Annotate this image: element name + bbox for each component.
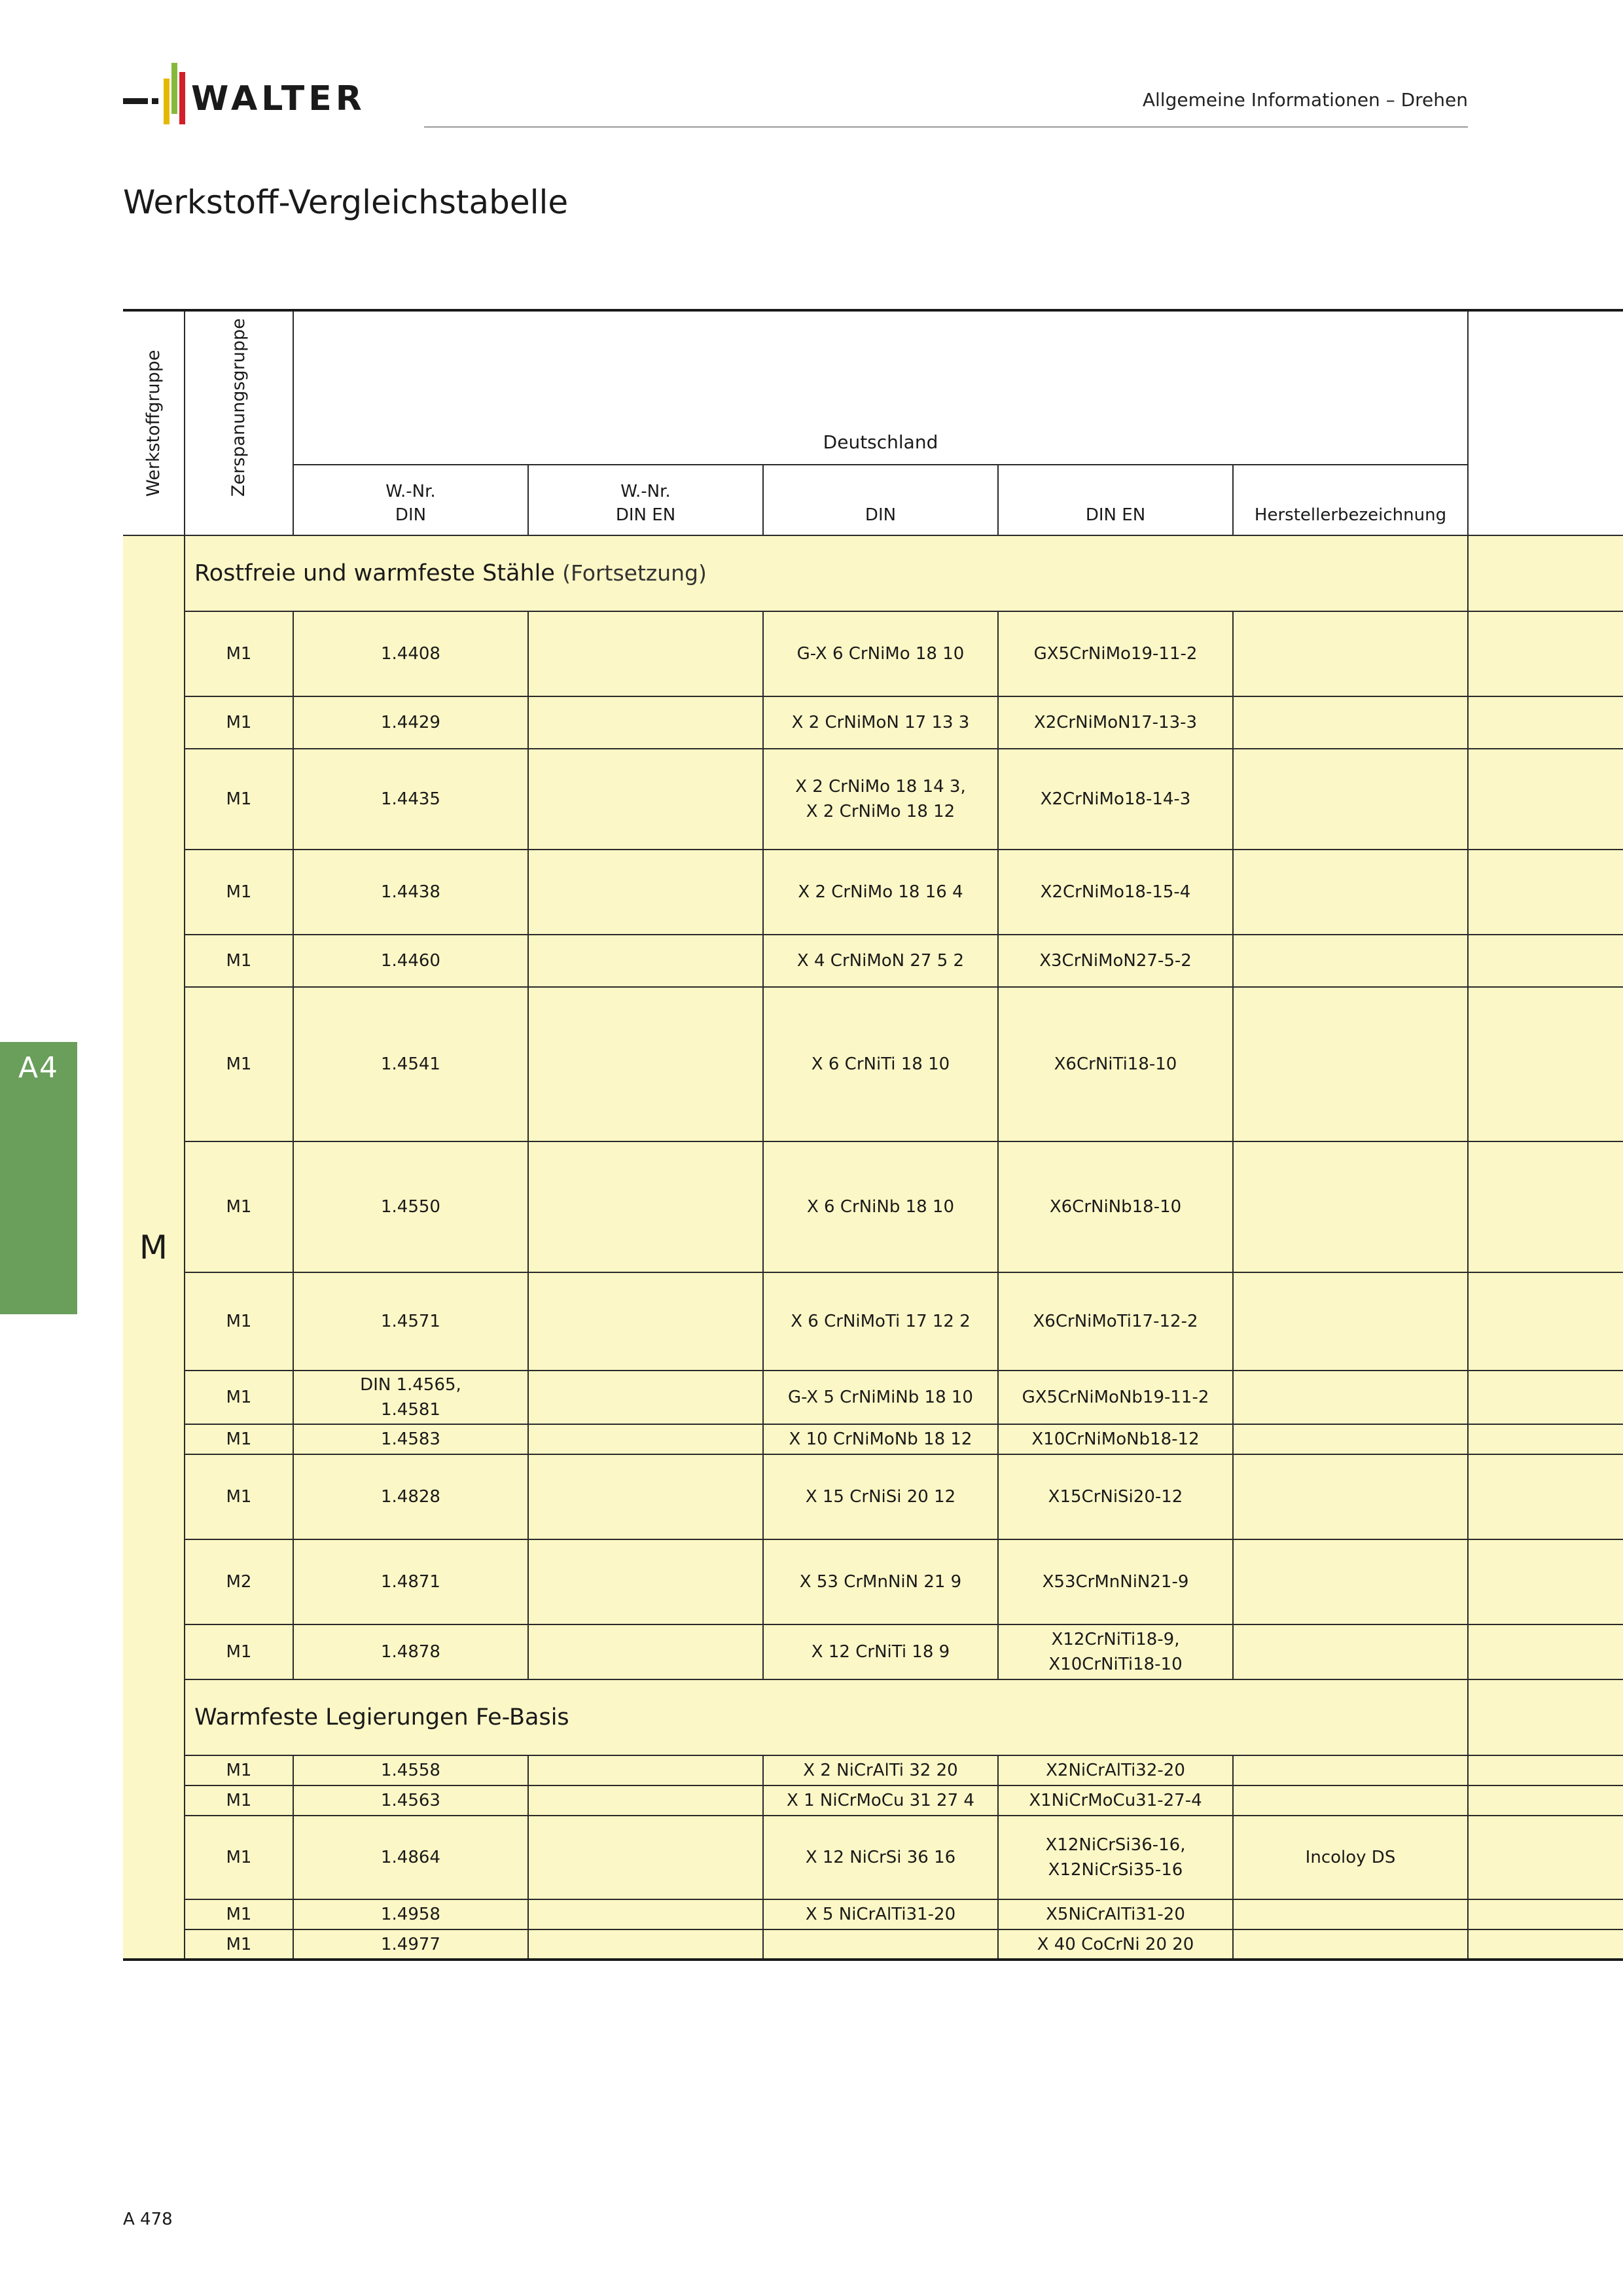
- cell-zerspanungsgruppe: M1: [185, 850, 293, 935]
- table-row: [123, 1624, 1623, 1679]
- cell-wnr-din-en: [528, 1141, 763, 1272]
- col-zerspanungsgruppe: [185, 310, 293, 535]
- cell-din: X 15 CrNiSi 20 12: [763, 1454, 998, 1539]
- cell-wnr-din-en: [528, 935, 763, 987]
- cell-din: G-X 5 CrNiMiNb 18 10: [763, 1371, 998, 1424]
- col-din-en: DIN EN: [998, 465, 1233, 535]
- cell-din: X 5 NiCrAlTi31-20: [763, 1899, 998, 1929]
- cell-din-en: GX5CrNiMo19-11-2: [998, 611, 1233, 696]
- cell-din-en: GX5CrNiMoNb19-11-2: [998, 1371, 1233, 1424]
- cell-wnr-din-en: [528, 749, 763, 850]
- cell-hersteller: [1233, 1785, 1468, 1816]
- cell-wnr-din: 1.4429: [293, 696, 528, 749]
- cell-hersteller: [1233, 1454, 1468, 1539]
- cell-zerspanungsgruppe: M1: [185, 1816, 293, 1899]
- table-row: [123, 935, 1623, 987]
- cell-wnr-din: 1.4878: [293, 1624, 528, 1679]
- section-title-text: Rostfreie und warmfeste Stähle: [194, 560, 555, 586]
- cell-next-country: [1468, 611, 1623, 696]
- cell-wnr-din: 1.4558: [293, 1755, 528, 1785]
- col-hersteller: Herstellerbezeichnung: [1233, 465, 1468, 535]
- table-row: [123, 1371, 1623, 1424]
- cell-din-en: X2CrNiMo18-14-3: [998, 749, 1233, 850]
- cell-hersteller: [1233, 987, 1468, 1141]
- cell-wnr-din: 1.4460: [293, 935, 528, 987]
- col-din: DIN: [763, 465, 998, 535]
- material-comparison-table: [123, 309, 1623, 1961]
- cell-wnr-din-en: [528, 1899, 763, 1929]
- cell-wnr-din-en: [528, 1929, 763, 1960]
- cell-hersteller: [1233, 1539, 1468, 1624]
- cell-hersteller: [1233, 1755, 1468, 1785]
- cell-wnr-din-en: [528, 987, 763, 1141]
- cell-zerspanungsgruppe: M1: [185, 1755, 293, 1785]
- col-werkstoffgruppe: [123, 310, 185, 535]
- col-wnr-din-en: [528, 465, 763, 535]
- cell-wnr-din: 1.4977: [293, 1929, 528, 1960]
- cell-next-country: [1468, 1755, 1623, 1785]
- cell-hersteller: [1233, 935, 1468, 987]
- section-title-2: Warmfeste Legierungen Fe-Basis: [185, 1679, 1468, 1755]
- cell-wnr-din: 1.4864: [293, 1816, 528, 1899]
- table-row: [123, 1785, 1623, 1816]
- cell-hersteller: [1233, 1899, 1468, 1929]
- cell-next-country: [1468, 1454, 1623, 1539]
- cell-wnr-din: 1.4438: [293, 850, 528, 935]
- cell-hersteller: [1233, 1624, 1468, 1679]
- cell-din: X 53 CrMnNiN 21 9: [763, 1539, 998, 1624]
- cell-wnr-din: 1.4550: [293, 1141, 528, 1272]
- col-wnr-din-line1: W.-Nr.: [385, 482, 436, 501]
- svg-text:WALTER: WALTER: [191, 79, 366, 118]
- cell-next-country: [1468, 1785, 1623, 1816]
- cell-zerspanungsgruppe: M1: [185, 1272, 293, 1371]
- cell-next-country: [1468, 1816, 1623, 1899]
- cell-next-country: [1468, 935, 1623, 987]
- cell-din-en: X53CrMnNiN21-9: [998, 1539, 1233, 1624]
- cell-zerspanungsgruppe: M1: [185, 1371, 293, 1424]
- cell-next-country: [1468, 1141, 1623, 1272]
- cell-wnr-din-en: [528, 1785, 763, 1816]
- cell-hersteller: [1233, 1141, 1468, 1272]
- cell-hersteller: [1233, 1424, 1468, 1454]
- cell-zerspanungsgruppe: M1: [185, 935, 293, 987]
- cell-din: X 2 CrNiMo 18 14 3, X 2 CrNiMo 18 12: [763, 749, 998, 850]
- table-row: [123, 1424, 1623, 1454]
- cell-zerspanungsgruppe: M1: [185, 1454, 293, 1539]
- cell-din: X 4 CrNiMoN 27 5 2: [763, 935, 998, 987]
- cell-din: X 6 CrNiNb 18 10: [763, 1141, 998, 1272]
- section-title: [185, 535, 1468, 611]
- cell-next-country: [1468, 1539, 1623, 1624]
- cell-zerspanungsgruppe: M1: [185, 1424, 293, 1454]
- cell-next-country: [1468, 850, 1623, 935]
- cell-wnr-din-en: [528, 1272, 763, 1371]
- cell-wnr-din-en: [528, 1816, 763, 1899]
- table-row: [123, 1755, 1623, 1785]
- cell-din: X 10 CrNiMoNb 18 12: [763, 1424, 998, 1454]
- cell-wnr-din-en: [528, 1755, 763, 1785]
- table-row: [123, 987, 1623, 1141]
- walter-logo: [123, 60, 398, 132]
- cell-din-en: X6CrNiMoTi17-12-2: [998, 1272, 1233, 1371]
- cell-hersteller: [1233, 696, 1468, 749]
- chapter-tab-label: A4: [18, 1051, 60, 1085]
- col-wnr-din-en-line2: DIN EN: [615, 505, 676, 525]
- cell-wnr-din: 1.4871: [293, 1539, 528, 1624]
- cell-next-country: [1468, 987, 1623, 1141]
- table-row: [123, 1141, 1623, 1272]
- cell-wnr-din-en: [528, 850, 763, 935]
- cell-zerspanungsgruppe: M1: [185, 611, 293, 696]
- table-row: [123, 1272, 1623, 1371]
- cell-wnr-din-en: [528, 611, 763, 696]
- cell-wnr-din: DIN 1.4565, 1.4581: [293, 1371, 528, 1424]
- cell-zerspanungsgruppe: M1: [185, 1785, 293, 1816]
- cell-next-country: [1468, 1371, 1623, 1424]
- cell-hersteller: [1233, 850, 1468, 935]
- col-wnr-din: [293, 465, 528, 535]
- cell-din-en: X1NiCrMoCu31-27-4: [998, 1785, 1233, 1816]
- table-row: [123, 1816, 1623, 1899]
- table-row: [123, 850, 1623, 935]
- group-label: M: [123, 535, 185, 1960]
- cell-din-en: X3CrNiMoN27-5-2: [998, 935, 1233, 987]
- cell-zerspanungsgruppe: M2: [185, 1539, 293, 1624]
- col-werkstoffgruppe-label: Werkstoffgruppe: [143, 350, 164, 497]
- chapter-tab: [0, 1042, 77, 1314]
- cell-zerspanungsgruppe: M1: [185, 987, 293, 1141]
- page-number: A 478: [123, 2210, 173, 2229]
- table-row: [123, 1929, 1623, 1960]
- cell-wnr-din-en: [528, 1424, 763, 1454]
- cell-wnr-din: 1.4563: [293, 1785, 528, 1816]
- table-row: [123, 1539, 1623, 1624]
- table-row: [123, 749, 1623, 850]
- cell-zerspanungsgruppe: M1: [185, 749, 293, 850]
- cell-wnr-din-en: [528, 696, 763, 749]
- cell-wnr-din: 1.4571: [293, 1272, 528, 1371]
- cell-din-en: X2CrNiMoN17-13-3: [998, 696, 1233, 749]
- cell-wnr-din: 1.4828: [293, 1454, 528, 1539]
- header-divider: [424, 126, 1468, 128]
- cell-hersteller: [1233, 749, 1468, 850]
- cell-din: X 1 NiCrMoCu 31 27 4: [763, 1785, 998, 1816]
- cell-din-en: X6CrNiTi18-10: [998, 987, 1233, 1141]
- cell-din: X 2 NiCrAlTi 32 20: [763, 1755, 998, 1785]
- header-section-title: Allgemeine Informationen – Drehen: [1142, 89, 1468, 111]
- col-wnr-din-line2: DIN: [395, 505, 427, 525]
- cell-din: [763, 1929, 998, 1960]
- cell-next-country: [1468, 1929, 1623, 1960]
- cell-din-en: X5NiCrAlTi31-20: [998, 1899, 1233, 1929]
- cell-wnr-din-en: [528, 1454, 763, 1539]
- cell-next-country: [1468, 1899, 1623, 1929]
- cell-hersteller: [1233, 1272, 1468, 1371]
- cell-next-country: [1468, 1424, 1623, 1454]
- cell-din: X 2 CrNiMo 18 16 4: [763, 850, 998, 935]
- cell-zerspanungsgruppe: M1: [185, 696, 293, 749]
- cell-din-en: X2NiCrAlTi32-20: [998, 1755, 1233, 1785]
- section-blank: [1468, 535, 1623, 611]
- table-row: [123, 1454, 1623, 1539]
- cell-next-country: [1468, 696, 1623, 749]
- cell-din: X 2 CrNiMoN 17 13 3: [763, 696, 998, 749]
- section-title-suffix: (Fortsetzung): [562, 560, 707, 586]
- cell-din-en: X10CrNiMoNb18-12: [998, 1424, 1233, 1454]
- cell-zerspanungsgruppe: M1: [185, 1899, 293, 1929]
- section-blank: [1468, 1679, 1623, 1755]
- table-row: [123, 696, 1623, 749]
- cell-zerspanungsgruppe: M1: [185, 1624, 293, 1679]
- cell-wnr-din-en: [528, 1539, 763, 1624]
- cell-hersteller: Incoloy DS: [1233, 1816, 1468, 1899]
- cell-din-en: X 40 CoCrNi 20 20: [998, 1929, 1233, 1960]
- table-row: [123, 1899, 1623, 1929]
- cell-next-country: [1468, 749, 1623, 850]
- cell-din: X 6 CrNiMoTi 17 12 2: [763, 1272, 998, 1371]
- cell-wnr-din: 1.4958: [293, 1899, 528, 1929]
- col-wnr-din-en-line1: W.-Nr.: [620, 482, 671, 501]
- table-row: [123, 611, 1623, 696]
- page-title: Werkstoff-Vergleichstabelle: [123, 183, 569, 221]
- cell-din: X 12 CrNiTi 18 9: [763, 1624, 998, 1679]
- cell-din: X 12 NiCrSi 36 16: [763, 1816, 998, 1899]
- cell-wnr-din: 1.4435: [293, 749, 528, 850]
- col-country: Deutschland: [293, 310, 1468, 465]
- cell-din: G-X 6 CrNiMo 18 10: [763, 611, 998, 696]
- cell-hersteller: [1233, 611, 1468, 696]
- cell-next-country: [1468, 1624, 1623, 1679]
- table-body: [123, 535, 1623, 1960]
- cell-zerspanungsgruppe: M1: [185, 1929, 293, 1960]
- col-zerspanungsgruppe-label: Zerspanungsgruppe: [228, 318, 249, 497]
- cell-wnr-din-en: [528, 1371, 763, 1424]
- cell-din-en: X12NiCrSi36-16, X12NiCrSi35-16: [998, 1816, 1233, 1899]
- section-row: [123, 1679, 1623, 1755]
- cell-wnr-din-en: [528, 1624, 763, 1679]
- cell-din-en: X2CrNiMo18-15-4: [998, 850, 1233, 935]
- col-next-country: [1468, 310, 1623, 535]
- cell-hersteller: [1233, 1929, 1468, 1960]
- cell-hersteller: [1233, 1371, 1468, 1424]
- cell-wnr-din: 1.4583: [293, 1424, 528, 1454]
- cell-zerspanungsgruppe: M1: [185, 1141, 293, 1272]
- cell-din-en: X15CrNiSi20-12: [998, 1454, 1233, 1539]
- cell-din-en: X12CrNiTi18-9, X10CrNiTi18-10: [998, 1624, 1233, 1679]
- cell-wnr-din: 1.4408: [293, 611, 528, 696]
- cell-wnr-din: 1.4541: [293, 987, 528, 1141]
- cell-next-country: [1468, 1272, 1623, 1371]
- cell-din-en: X6CrNiNb18-10: [998, 1141, 1233, 1272]
- cell-din: X 6 CrNiTi 18 10: [763, 987, 998, 1141]
